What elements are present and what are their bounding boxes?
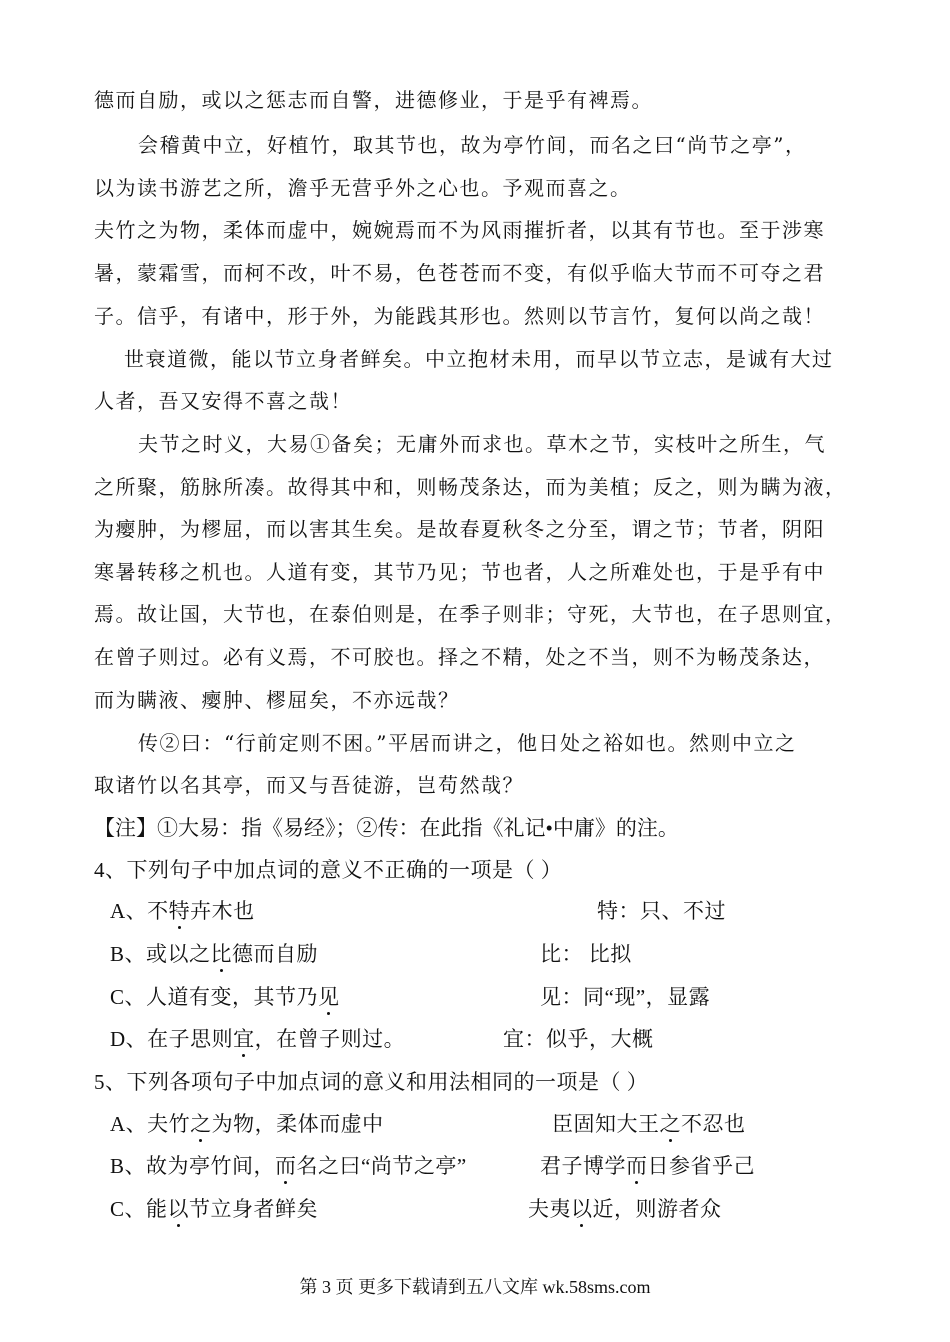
passage-line: 子。信乎，有诸中，形于外，为能践其形也。然则以节言竹，复何以尚之哉！ xyxy=(94,304,825,328)
passage-line: 为瘿肿，为樛屈，而以害其生矣。是故春夏秋冬之分至，谓之节；节者，阴阳 xyxy=(94,517,825,541)
passage-line: 取诸竹以名其亭，而又与吾徒游，岂苟然哉？ xyxy=(94,773,524,797)
passage-line: 夫竹之为物，柔体而虚中，婉婉焉而不为风雨摧折者，以其有节也。至于涉寒 xyxy=(94,218,825,242)
passage-line: 德而自励，或以之惩志而自警，进德修业，于是乎有裨焉。 xyxy=(94,88,653,112)
passage-line: 在曾子则过。必有义焉，不可胶也。择之不精，处之不当，则不为畅茂条达， xyxy=(94,645,825,669)
passage-line: 传②曰：“行前定则不困。”平居而讲之，他日处之裕如也。然则中立之 xyxy=(138,731,797,755)
q5-option-c[interactable]: C、能以节立身者鲜矣 xyxy=(110,1197,319,1221)
annotation-note: 【注】①大易：指《易经》；②传：在此指《礼记•中庸》的注。 xyxy=(94,816,679,840)
q5-option-b[interactable]: B、故为亭竹间，而名之曰“尚节之亭” xyxy=(110,1154,467,1178)
q4-option-d-gloss: 宜：似乎，大概 xyxy=(503,1027,654,1051)
q5-option-a-compare: 臣固知大王之不忍也 xyxy=(552,1112,746,1136)
passage-line: 以为读书游艺之所，澹乎无营乎外之心也。予观而喜之。 xyxy=(94,176,632,200)
passage-line: 焉。故让国，大节也，在泰伯则是，在季子则非；守死，大节也，在子思则宜， xyxy=(94,602,847,626)
q4-option-c[interactable]: C、人道有变，其节乃见 xyxy=(110,985,340,1009)
passage-line: 会稽黄中立，好植竹，取其节也，故为亭竹间，而名之曰“尚节之亭”， xyxy=(138,133,807,157)
q4-option-b[interactable]: B、或以之比德而自励 xyxy=(110,942,319,966)
passage-line: 寒暑转移之机也。人道有变，其节乃见；节也者，人之所难处也，于是乎有中 xyxy=(94,560,825,584)
question-5-stem: 5、下列各项句子中加点词的意义和用法相同的一项是（ ） xyxy=(94,1070,649,1094)
q5-option-c-compare: 夫夷以近，则游者众 xyxy=(528,1197,722,1221)
q4-option-a-gloss: 特：只、不过 xyxy=(597,899,726,923)
q5-option-a[interactable]: A、夫竹之为物，柔体而虚中 xyxy=(110,1112,384,1136)
q5-option-b-compare: 君子博学而日参省乎己 xyxy=(540,1154,755,1178)
passage-line: 夫节之时义，大易①备矣；无庸外而求也。草木之节，实枝叶之所生，气 xyxy=(138,432,826,456)
passage-line: 人者，吾又安得不喜之哉！ xyxy=(94,389,352,413)
passage-line: 暑，蒙霜雪，而柯不改，叶不易，色苍苍而不变，有似乎临大节而不可夺之君 xyxy=(94,261,825,285)
q4-option-c-gloss: 见：同“现”，显露 xyxy=(540,985,711,1009)
passage-line: 而为瞒液、瘿肿、樛屈矣，不亦远哉？ xyxy=(94,688,460,712)
question-4-stem: 4、下列句子中加点词的意义不正确的一项是（ ） xyxy=(94,858,563,882)
q4-option-a[interactable]: A、不特卉木也 xyxy=(110,899,255,923)
q4-option-b-gloss: 比： 比拟 xyxy=(540,942,632,966)
passage-line: 之所聚，筋脉所凑。故得其中和，则畅茂条达，而为美植；反之，则为瞒为液， xyxy=(94,475,847,499)
passage-line: 世衰道微，能以节立身者鲜矣。中立抱材未用，而早以节立志，是诚有大过 xyxy=(124,347,834,371)
page-footer: 第 3 页 更多下载请到五八文库 wk.58sms.com xyxy=(299,1277,651,1297)
q4-option-d[interactable]: D、在子思则宜，在曾子则过。 xyxy=(110,1027,406,1051)
